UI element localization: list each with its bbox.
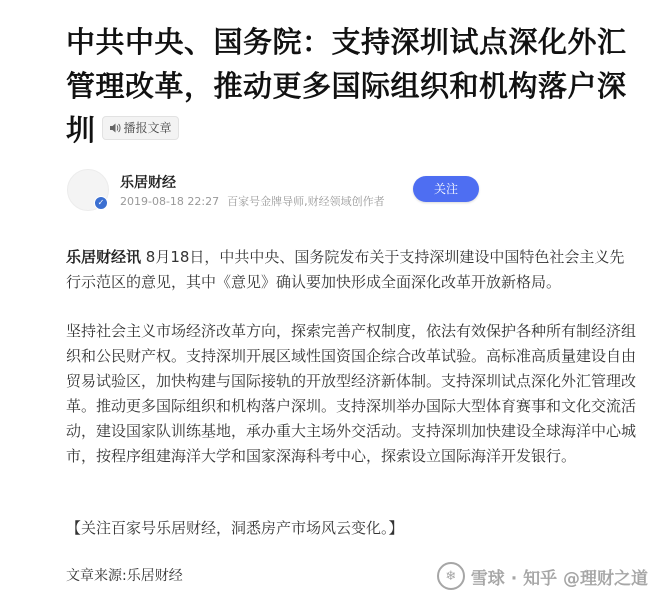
paragraph-1-text: 8月18日，中共中央、国务院发布关于支持深圳建设中国特色社会主义先行示范区的意见，其中《意见》确认要加快形成全面深化改革开放新格局。 (66, 248, 625, 291)
voice-broadcast-button[interactable] (102, 116, 179, 140)
page-title (66, 20, 636, 152)
article-title-text: 中共中央、国务院：支持深圳试点深化外汇管理改革，推动更多国际组织和机构落户深圳 (66, 25, 627, 147)
watermark (437, 562, 648, 590)
verified-badge-icon: ✓ (94, 196, 108, 210)
author-meta (120, 193, 385, 209)
article-paragraph-2: 坚持社会主义市场经济改革方向，探索完善产权制度，依法有效保护各种所有制经济组织和公民财产权。支持深圳开展区域性国资国企综合改革试验。高标准高质量建设自由贸易试验区，加快构建与国际接轨的开放型经济新体制。支持深圳试点深化外汇管理改革。推动更多国际组织和机构落户深圳。支持深圳举办国际大型体育赛事和文化交流活动，建设国家队训练基地，承办重大主场外交活动。支持深圳加快建设全球海洋中心城市，按程序组建海洋大学和国家深海科考中心，探索设立国际海洋开发银行。 (66, 322, 637, 465)
article-paragraph-1 (66, 245, 636, 295)
publish-date: 2019-08-18 22:27 (120, 195, 220, 208)
speaker-icon (109, 122, 121, 134)
lead-label: 乐居财经讯 (66, 248, 142, 266)
watermark-text: 雪球 · 知乎 @理财之道 (470, 568, 648, 589)
author-description: 百家号金牌导师,财经领域创作者 (227, 195, 385, 208)
article-paragraph-3: 【关注百家号乐居财经，洞悉房产市场风云变化。】 (66, 519, 404, 537)
author-name[interactable]: 乐居财经 (120, 175, 176, 191)
snowball-icon: ❄ (437, 562, 465, 590)
voice-broadcast-label: 播报文章 (123, 121, 172, 135)
follow-button[interactable]: 关注 (413, 176, 479, 202)
article-source: 文章来源:乐居财经 (66, 568, 183, 584)
